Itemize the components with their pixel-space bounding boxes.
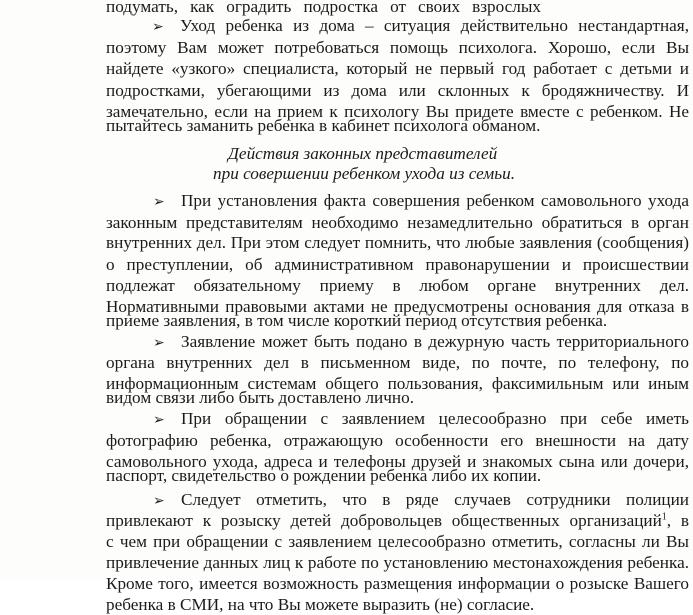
item-2-line: информационным системам общего пользования, факсимильным или иным [106,374,689,393]
item-1-line: подлежат обязательному приему в любом органе внутренних дел. [106,276,689,295]
item-4-line: Кроме того, имеется возможность размещения информации о розыске Вашего [106,574,689,593]
paragraph-1-line: найдете «узкого» специалиста, который не первый год работает с детьми и [106,59,689,78]
bullet-arrow-icon: ➢ [152,19,164,35]
bullet-arrow-icon: ➢ [153,335,165,351]
item-1-line: внутренних дел. При этом следует помнить, что любые заявления (сообщения) [106,233,689,252]
bullet-arrow-icon: ➢ [153,194,165,210]
item-1-line: Нормативными правовыми актами не предусмотрены основания для отказа в [106,297,689,316]
bullet-arrow-icon: ➢ [153,412,165,428]
intro-tail-line: подумать, как оградить подростка от своих взрослых [106,0,541,16]
paragraph-1-line: пытайтесь заманить ребенка в кабинет психолога обманом. [106,116,541,135]
item-2-line: видом связи либо быть доставлено лично. [106,388,414,407]
item-4-line: ➢ Следует отметить, что в ряде случаев сотрудники полиции [153,489,689,511]
item-2-line: органа внутренних дел в письменном виде, по почте, по телефону, по [106,353,689,372]
item-4-line: привлечение данных лиц к работе по установлению местонахождения ребенка. [106,553,689,572]
bullet-arrow-icon: ➢ [153,493,165,509]
paragraph-1-line: поэтому Вам может потребоваться помощь психолога. Хорошо, если Вы [106,38,689,57]
item-2-line: ➢ Заявление может быть подано в дежурную часть территориального [153,331,689,353]
item-1-line: приеме заявления, в том числе короткий период отсутствия ребенка. [106,311,608,330]
section-heading-line-1: Действия законных представителей [228,144,498,163]
item-3-line: самовольного ухода, адреса и телефоны друзей и знакомых сына или дочери, [106,452,689,471]
item-1-line: законным представителям необходимо незамедлительно обратиться в орган [106,213,689,232]
item-3-line: ➢ При обращении с заявлением целесообразно при себе иметь [153,408,689,430]
item-4-line: с чем при обращении с заявлением целесообразно отметить, согласны ли Вы [106,532,689,551]
item-4-line: ребенка в СМИ, на что Вы можете выразить (не) согласие. [106,595,535,614]
item-3-line: паспорт, свидетельство о рождении ребенка либо их копии. [106,466,542,485]
item-1-line: ➢ При установления факта совершения ребенком самовольного ухода [153,190,689,212]
paragraph-1-line: ➢ Уход ребенка из дома – ситуация действительно нестандартная, [152,15,689,37]
item-4-line: привлекают к розыску детей добровольцев общественных организаций$^1$, в [106,511,689,530]
footnote-marker[interactable]: 1 [661,511,667,523]
section-heading-line-2: при совершении ребенком ухода из семьи. [213,164,515,183]
paragraph-1-line: замечательно, если на прием к психологу Вы придете вместе с ребенком. Не [106,102,689,121]
item-3-line: фотографию ребенка, отражающую особенности его внешности на дату [106,431,689,450]
item-1-line: о преступлении, об административном правонарушении и происшествии [106,255,689,274]
paragraph-1-line: подростками, убегающими из дома или склонных к бродяжничеству. И [106,81,689,100]
